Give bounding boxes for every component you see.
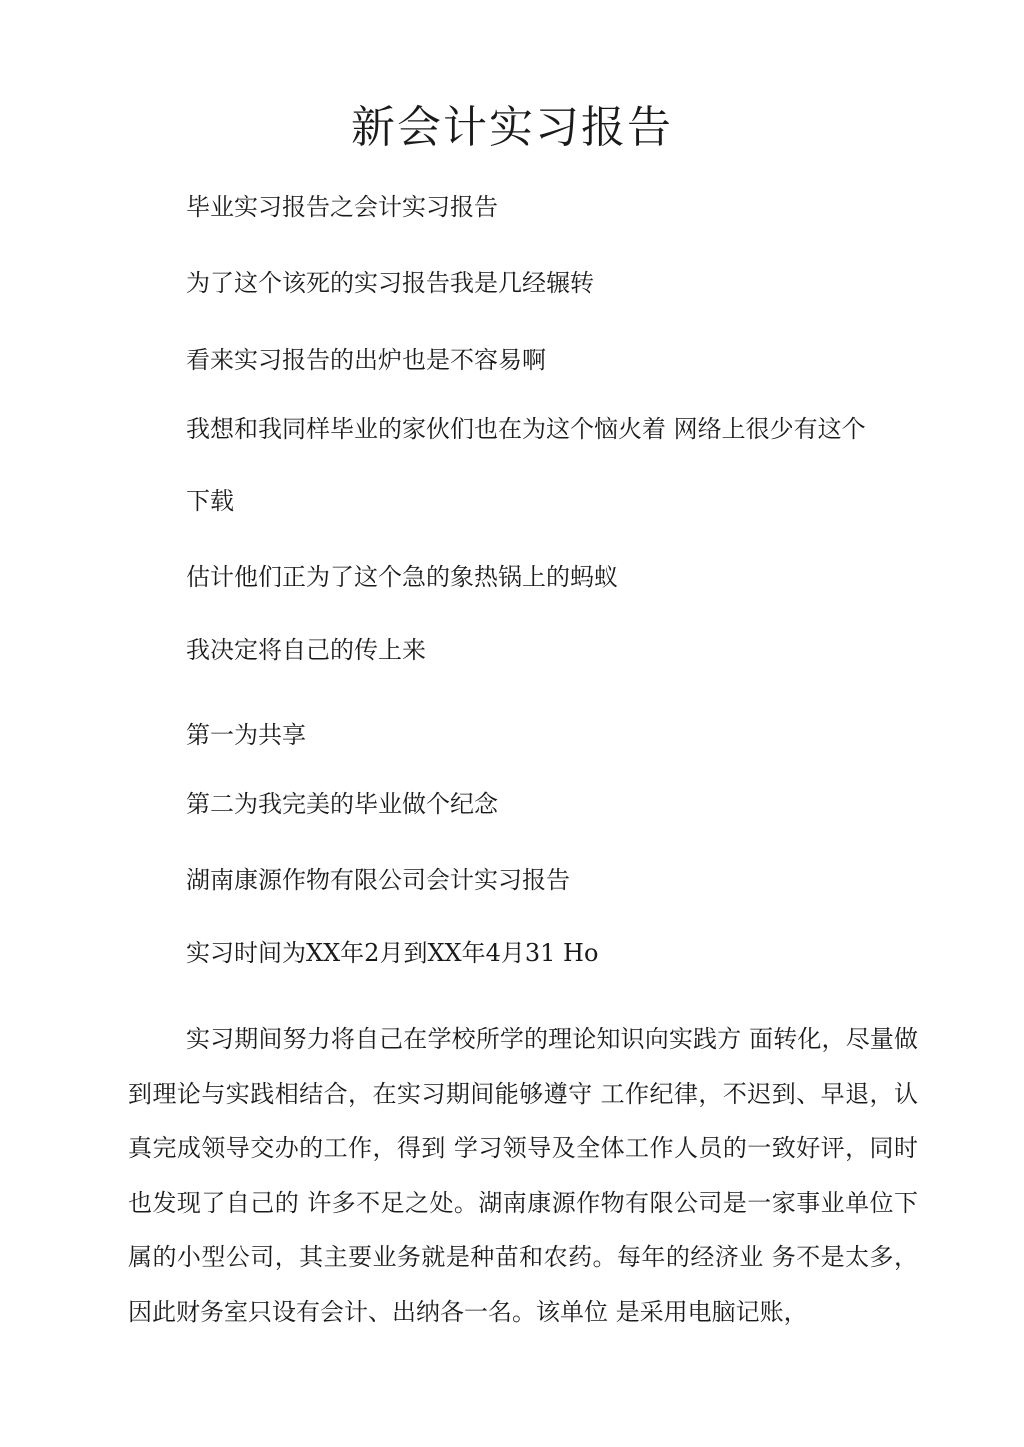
text-line: 湖南康源作物有限公司会计实习报告 [186,866,570,894]
text-line: 估计他们正为了这个急的象热锅上的蚂蚁 [186,563,618,591]
text-line: 我决定将自己的传上来 [186,636,426,664]
text-line: 看来实习报告的出炉也是不容易啊 [186,346,546,374]
text-line: 为了这个该死的实习报告我是几经辗转 [186,269,594,297]
text-line: 下载 [186,487,234,515]
document-title: 新会计实习报告 [351,102,673,153]
text-line: 第二为我完美的毕业做个纪念 [186,790,498,818]
text-line: 第一为共享 [186,721,306,749]
text-line: 实习时间为XX年2月到XX年4月31 Ho [186,939,599,967]
text-line: 我想和我同样毕业的家伙们也在为这个恼火着 网络上很少有这个 [186,415,866,443]
body-paragraph: 实习期间努力将自己在学校所学的理论知识向实践方 面转化，尽量做到理论与实践相结合，在实习期间能够遵守 工作纪律，不迟到、早退，认真完成领导交办的工作，得到 学习领导及全体工作人员的一致好评，同时也发现了自己的 许多不足之处。湖南康源作物有限公司是一家事业单位下 属的小型公司，其主要业务就是种苗和农药。每年的经济业 务不是太多，因此财务室只设有会计、出纳各一名。该单位 是采用电脑记账， [128,1025,918,1326]
text-line: 毕业实习报告之会计实习报告 [186,193,498,221]
